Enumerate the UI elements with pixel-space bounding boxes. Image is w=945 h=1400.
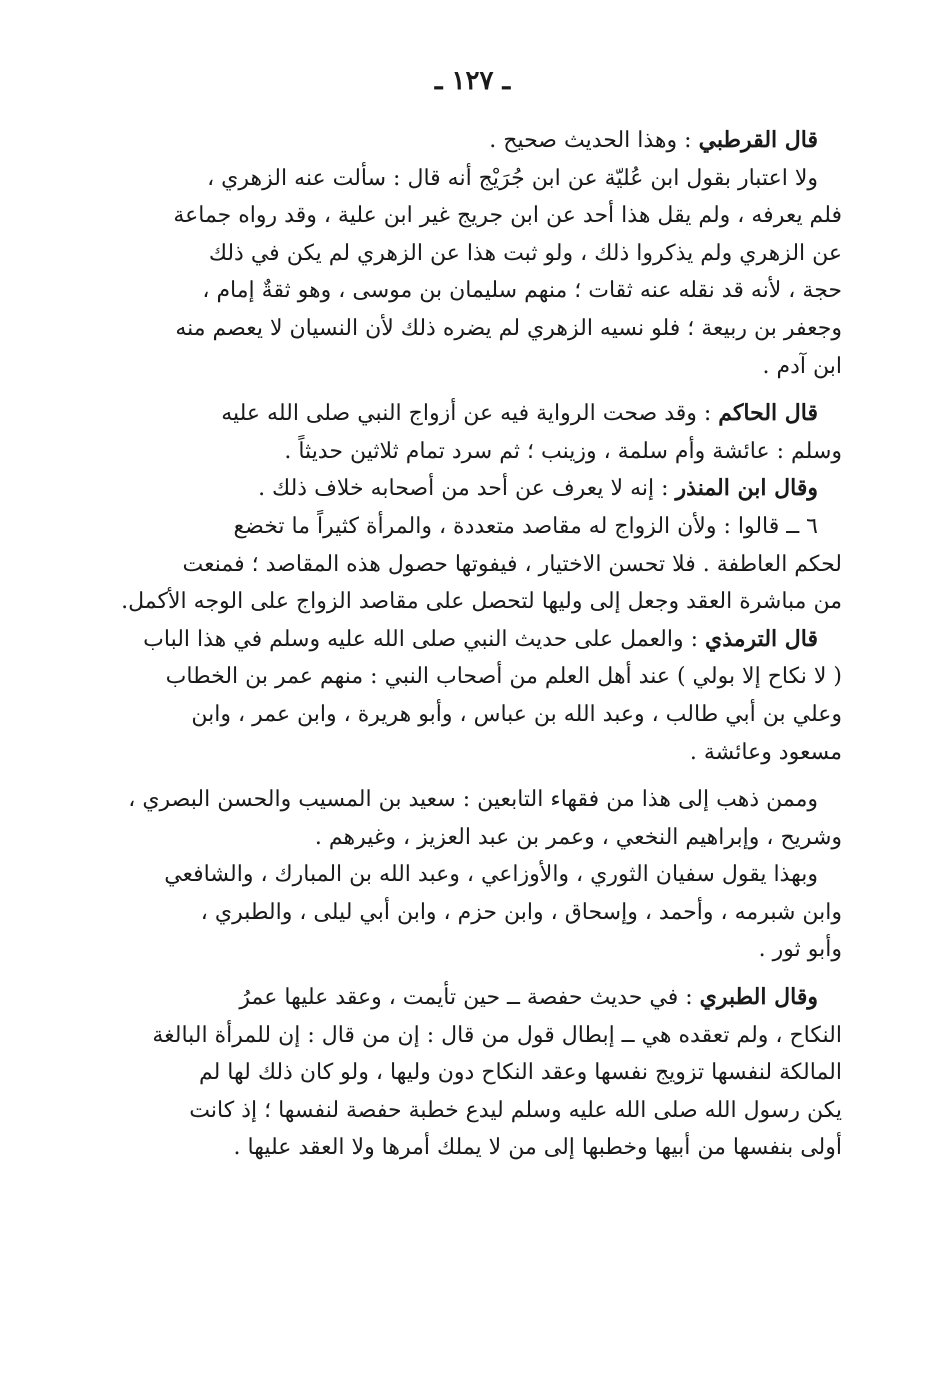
speaker-name: وقال ابن المنذر — [675, 475, 818, 502]
text-line: ( لا نكاح إلا بولي ) عند أهل العلم من أصحاب النبي : منهم عمر بن الخطاب — [165, 664, 842, 690]
text-line: لحكم العاطفة . فلا تحسن الاختيار ، فيفوتها حصول هذه المقاصد ؛ فمنعت — [182, 551, 842, 577]
text-line: من مباشرة العقد وجعل إلى وليها لتحصل على مقاصد الزواج على الوجه الأكمل. — [121, 589, 842, 615]
text-line: أولى بنفسها من أبيها وخطبها إلى من لا يملك أمرها ولا العقد عليها . — [233, 1135, 842, 1161]
text-line: مسعود وعائشة . — [689, 739, 842, 765]
text-line: وبهذا يقول سفيان الثوري ، والأوزاعي ، وعبد الله بن المبارك ، والشافعي — [164, 862, 818, 888]
speaker-name: وقال الطبري — [699, 984, 818, 1011]
text-line — [104, 470, 842, 508]
text-line: حجة ، لأنه قد نقله عنه ثقات ؛ منهم سليمان بن موسى ، وهو ثقةٌ إمام ، — [202, 278, 842, 304]
text-line: وسلم : عائشة وأم سلمة ، وزينب ؛ ثم سرد تمام ثلاثين حديثاً . — [284, 438, 842, 464]
text-line: وجعفر بن ربيعة ؛ فلو نسيه الزهري لم يضره ذلك لأن النسيان لا يعصم منه — [175, 315, 842, 341]
text-line: وعلي بن أبي طالب ، وعبد الله بن عباس ، وأبو هريرة ، وابن عمر ، وابن — [191, 701, 842, 727]
text-line: ابن آدم . — [762, 353, 842, 379]
text-line: وابن شبرمه ، وأحمد ، وإسحاق ، وابن حزم ، وابن أبي ليلى ، والطبري ، — [200, 899, 842, 925]
text-line — [104, 621, 842, 659]
text-line: يكن رسول الله صلى الله عليه وسلم ليدع خطبة حفصة لنفسها ؛ إذ كانت — [189, 1097, 842, 1123]
line-text: : إنه لا يعرف عن أحد من أصحابه خلاف ذلك . — [258, 476, 676, 502]
text-line: ٦ ــ قالوا : ولأن الزواج له مقاصد متعددة ، والمرأة كثيراً ما تخضع — [233, 513, 818, 539]
line-text: : وقد صحت الرواية فيه عن أزواج النبي صلى الله عليه — [221, 401, 719, 427]
text-line: فلم يعرفه ، ولم يقل هذا أحد عن ابن جريج غير ابن علية ، وقد رواه جماعة — [173, 203, 842, 229]
line-text: : في حديث حفصة ــ حين تأيمت ، وعقد عليها عمرُ — [239, 985, 700, 1011]
text-line: المالكة لنفسها تزويج نفسها وعقد النكاح دون وليها ، ولو كان ذلك لها لم — [198, 1060, 842, 1086]
text-line: وأبو ثور . — [758, 937, 842, 963]
speaker-name: قال الحاكم — [718, 400, 818, 427]
text-line — [104, 395, 842, 433]
speaker-name: قال الترمذي — [704, 625, 818, 652]
text-line: النكاح ، ولم تعقده هي ــ إبطال قول من قال : إن من قال : إن للمرأة البالغة — [152, 1022, 842, 1048]
page-body — [104, 122, 842, 1167]
text-line: عن الزهري ولم يذكروا ذلك ، ولو ثبت هذا عن الزهري لم يكن في ذلك — [208, 240, 842, 266]
text-line — [104, 122, 842, 160]
text-line: وممن ذهب إلى هذا من فقهاء التابعين : سعيد بن المسيب والحسن البصري ، — [128, 787, 818, 813]
text-line — [104, 979, 842, 1017]
line-text: : وهذا الحديث صحيح . — [489, 128, 699, 153]
line-text: : والعمل على حديث النبي صلى الله عليه وسلم في هذا الباب — [143, 626, 705, 652]
text-line: ولا اعتبار بقول ابن عُليّة عن ابن جُرَيْج أنه قال : سألت عنه الزهري ، — [207, 165, 818, 191]
speaker-name: قال القرطبي — [698, 127, 818, 153]
text-line: وشريح ، وإبراهيم النخعي ، وعمر بن عبد العزيز ، وغيرهم . — [314, 824, 842, 850]
page-number: ـ ١٢٧ ـ — [434, 66, 511, 96]
